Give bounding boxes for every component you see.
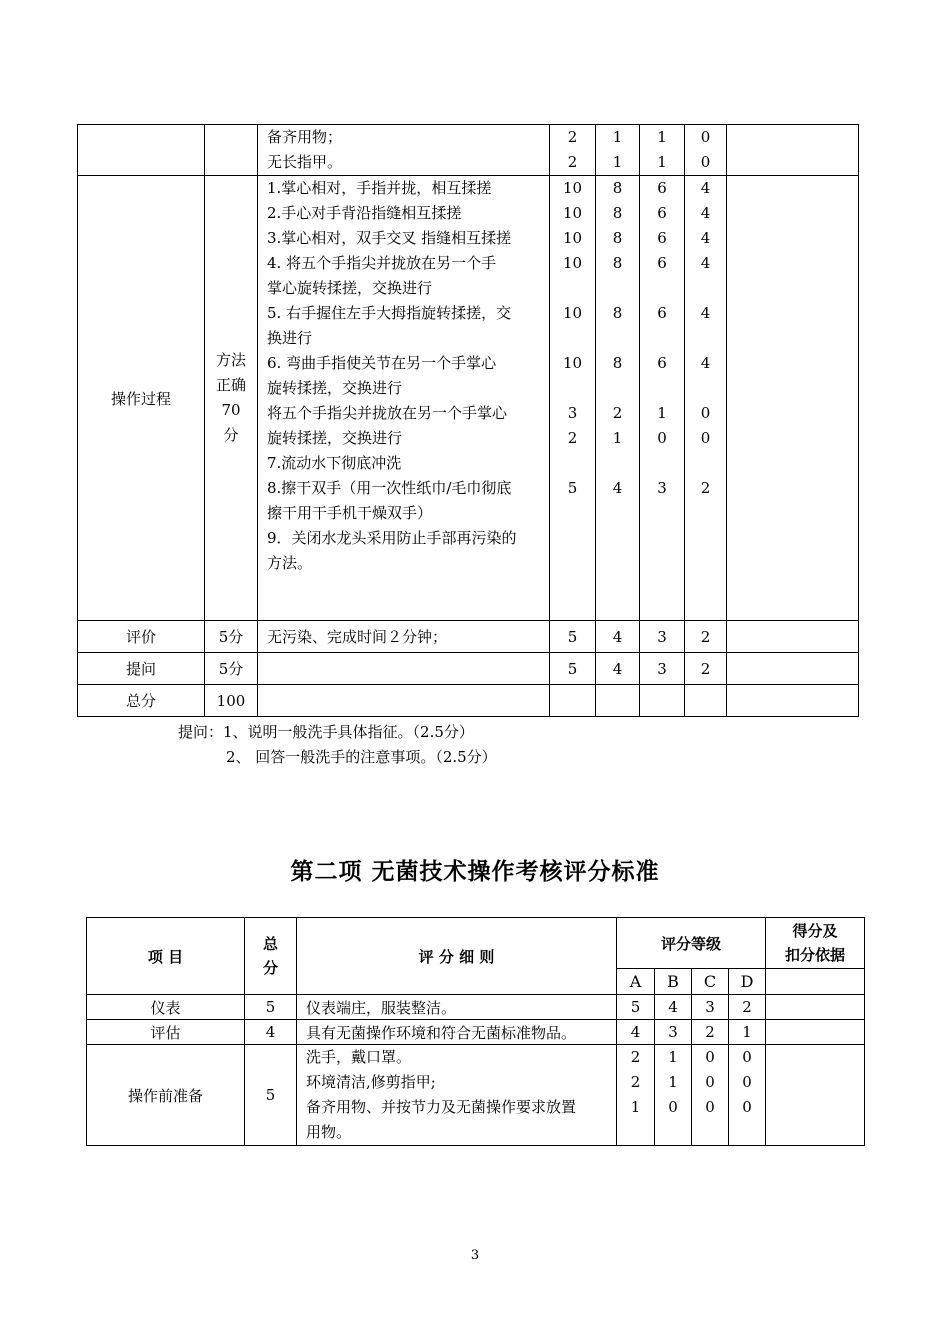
grade-value: 6 <box>657 304 667 322</box>
table-row-question: 提问 5分 5 4 3 2 <box>78 653 859 685</box>
detail-line: 擦干用干手机干燥双手） <box>267 504 433 522</box>
detail-line: 8.擦干双手（用一次性纸巾/毛巾彻底 <box>267 479 512 497</box>
grade-value: 10 <box>562 229 583 247</box>
grade-d <box>685 176 727 621</box>
grade-value <box>596 276 639 301</box>
aseptic-scoring-table <box>86 917 865 1146</box>
grade-value: 1 <box>612 429 623 447</box>
grade-value: 5 <box>567 479 578 497</box>
grade-value: 4 <box>700 229 711 247</box>
grade-a <box>550 176 596 621</box>
grade-value: 2 <box>612 404 623 422</box>
grade-c: 1 1 <box>640 125 685 176</box>
grade-value <box>550 501 595 526</box>
header-row <box>87 918 865 969</box>
page-number: 3 <box>470 1248 480 1263</box>
detail-line: 换进行 <box>267 329 313 347</box>
detail-line: 4. 将五个手指尖并拢放在另一个手 <box>267 254 497 272</box>
detail-line: 9．关闭水龙头采用防止手部再污染的 <box>267 529 517 547</box>
table-row-sum: 总分 100 <box>78 685 859 717</box>
process-total: 方法 正确 70 分 <box>205 176 258 621</box>
grade-value: 10 <box>562 179 583 197</box>
header-item: 项 目 <box>87 918 245 995</box>
grade-value <box>550 276 595 301</box>
detail-line: 6. 弯曲手指使关节在另一个手掌心 <box>267 354 497 372</box>
grade-value: 10 <box>562 354 583 372</box>
grade-value: 6 <box>657 229 667 247</box>
grade-value: 8 <box>612 354 623 372</box>
grade-value: 2 <box>700 479 711 497</box>
table-row-eval: 评价 5分 无污染、完成时间２分钟； 5 4 3 2 <box>78 621 859 653</box>
header-score: 得分及 扣分依据 <box>766 918 865 969</box>
grade-value: 0 <box>657 429 667 447</box>
grade-d-header: D <box>729 969 766 995</box>
grade-value <box>685 526 726 551</box>
score-cell <box>727 125 859 176</box>
detail-line: 将五个手指尖并拢放在另一个手掌心 <box>267 404 508 422</box>
grade-value: 1 <box>657 404 667 422</box>
grade-value <box>685 376 726 401</box>
grade-value <box>550 526 595 551</box>
header-grade: 评分等级 <box>617 918 766 969</box>
grade-value <box>685 326 726 351</box>
grade-a-header: A <box>617 969 655 995</box>
grade-value <box>640 526 684 551</box>
grade-value: 6 <box>657 354 667 372</box>
grade-value: 4 <box>700 354 711 372</box>
detail-line: 3.掌心相对，双手交叉 指缝相互揉搓 <box>267 229 512 247</box>
detail-line: 旋转揉搓，交换进行 <box>267 429 403 447</box>
grade-value <box>596 376 639 401</box>
header-total: 总 分 <box>245 918 297 995</box>
grade-value <box>640 501 684 526</box>
grade-value <box>685 551 726 576</box>
grade-value <box>596 451 639 476</box>
grade-a: 2 2 <box>550 125 596 176</box>
grade-value: 8 <box>612 229 623 247</box>
detail-line: 2.手心对手背沿指缝相互揉搓 <box>267 204 462 222</box>
grade-value <box>596 551 639 576</box>
grade-value: 8 <box>612 304 623 322</box>
detail-line: 7.流动水下彻底冲洗 <box>267 454 402 472</box>
grade-value: 3 <box>567 404 578 422</box>
section-title: 第二项 无菌技术操作考核评分标准 <box>290 859 660 885</box>
grade-value: 6 <box>657 254 667 272</box>
grade-c-header: C <box>692 969 729 995</box>
question-note-1: 提问：1、说明一般洗手具体指征。（2.5分） <box>178 723 474 741</box>
grade-value <box>640 376 684 401</box>
prep-detail: 备齐用物； 无长指甲。 <box>258 125 550 176</box>
grade-value <box>685 276 726 301</box>
table-row-process <box>78 176 859 621</box>
grade-value: 4 <box>700 304 711 322</box>
grade-b: 1 1 <box>596 125 640 176</box>
grade-value: 6 <box>657 204 667 222</box>
question-note-2: 2、 回答一般洗手的注意事项。（2.5分） <box>226 748 497 766</box>
grade-value: 8 <box>612 254 623 272</box>
table-row: 评估 4 具有无菌操作环境和符合无菌标准物品。 4 3 2 1 <box>87 1020 865 1045</box>
grade-value <box>596 526 639 551</box>
grade-value <box>596 326 639 351</box>
grade-value: 8 <box>612 204 623 222</box>
grade-value: 10 <box>562 304 583 322</box>
grade-value: 4 <box>700 204 711 222</box>
score-cell <box>727 176 859 621</box>
process-detail <box>258 176 550 621</box>
detail-line: 1.掌心相对，手指并拢，相互揉搓 <box>267 179 492 197</box>
grade-value <box>550 376 595 401</box>
grade-value: 6 <box>657 179 667 197</box>
table-row-prep <box>78 125 859 176</box>
table-row: 操作前准备 5 洗手，戴口罩。 环境清洁,修剪指甲; 备齐用物、并按节力及无菌操作要求放置 用物。 2 2 1 1 1 0 0 0 0 0 0 0 <box>87 1045 865 1146</box>
grade-value: 4 <box>700 179 711 197</box>
grade-value <box>685 501 726 526</box>
grade-c <box>640 176 685 621</box>
detail-line: 旋转揉搓，交换进行 <box>267 379 403 397</box>
grade-value <box>550 551 595 576</box>
grade-value: 2 <box>567 429 578 447</box>
grade-value: 0 <box>700 429 711 447</box>
detail-line: 掌心旋转揉搓，交换进行 <box>267 279 433 297</box>
table-row: 仪表 5 仪表端庄，服装整洁。 5 4 3 2 <box>87 995 865 1020</box>
grade-b <box>596 176 640 621</box>
grade-value: 0 <box>700 404 711 422</box>
header-detail: 评 分 细 则 <box>297 918 617 995</box>
grade-value: 8 <box>612 179 623 197</box>
grade-value: 4 <box>612 479 623 497</box>
grade-value <box>640 551 684 576</box>
grade-value: 10 <box>562 204 583 222</box>
grade-d: 0 0 <box>685 125 727 176</box>
grade-value <box>640 326 684 351</box>
process-item: 操作过程 <box>78 176 205 621</box>
handwash-scoring-table <box>77 124 859 717</box>
grade-value: 3 <box>657 479 667 497</box>
grade-value: 4 <box>700 254 711 272</box>
grade-value <box>685 451 726 476</box>
grade-value <box>596 501 639 526</box>
grade-value <box>640 451 684 476</box>
grade-b-header: B <box>655 969 692 995</box>
detail-line: 5. 右手握住左手大拇指旋转揉搓，交 <box>267 304 512 322</box>
grade-value <box>640 276 684 301</box>
detail-line: 方法。 <box>267 554 313 572</box>
grade-value <box>550 326 595 351</box>
grade-value: 10 <box>562 254 583 272</box>
grade-value <box>550 451 595 476</box>
